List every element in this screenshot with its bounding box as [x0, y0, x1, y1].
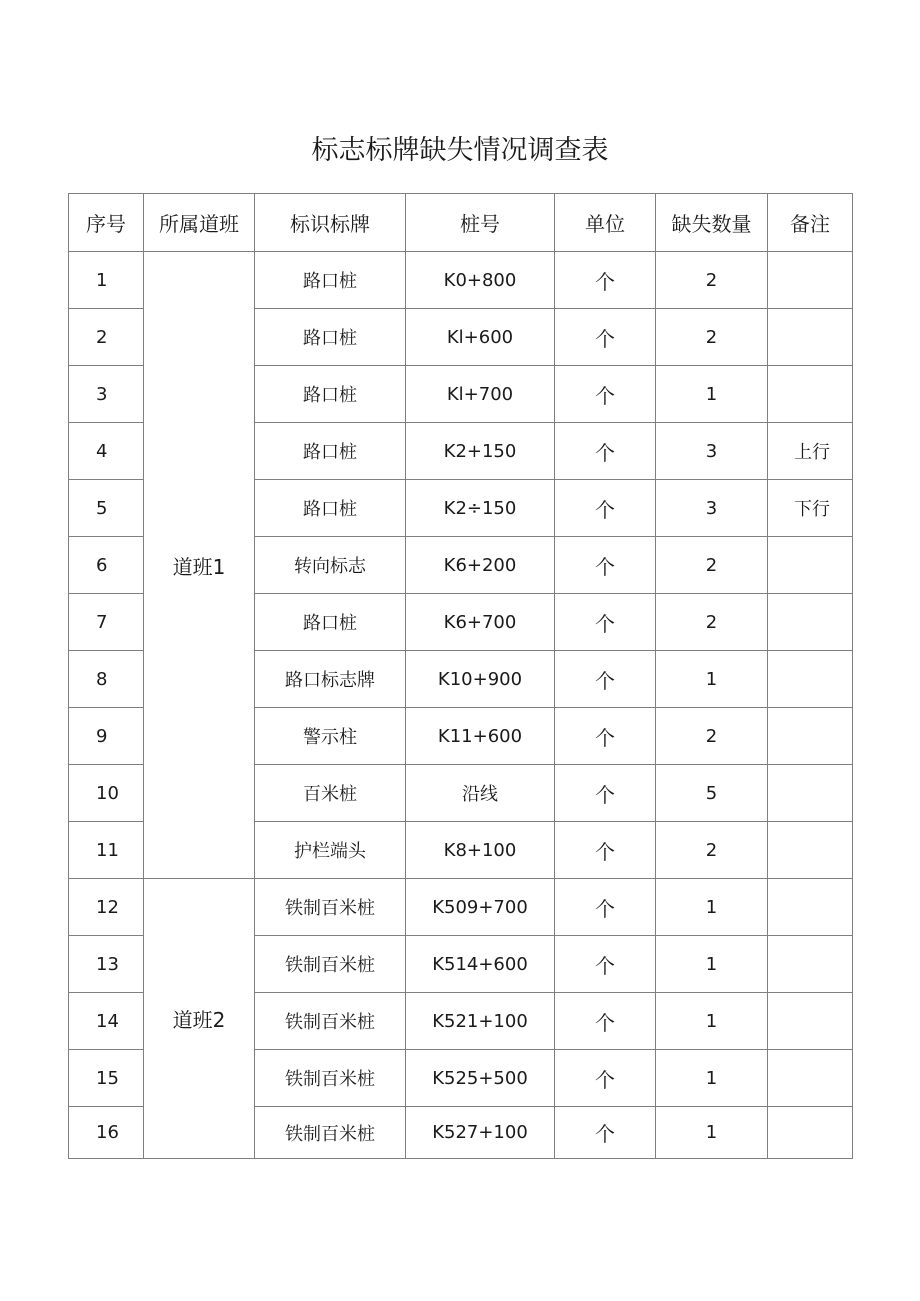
cell-sign: 路口桩: [255, 480, 406, 537]
cell-sign: 铁制百米桩: [255, 1107, 406, 1159]
cell-note: 上行: [768, 423, 853, 480]
header-team: 所属道班: [144, 194, 255, 252]
cell-stake: K525+500: [406, 1050, 555, 1107]
cell-sign: 路口桩: [255, 423, 406, 480]
cell-stake: K0+800: [406, 252, 555, 309]
cell-note: [768, 936, 853, 993]
cell-qty: 2: [656, 594, 768, 651]
cell-sign: 转向标志: [255, 537, 406, 594]
cell-note: [768, 708, 853, 765]
cell-seq: 10: [69, 765, 144, 822]
cell-unit: 个: [555, 423, 656, 480]
cell-seq: 8: [69, 651, 144, 708]
cell-note: [768, 1107, 853, 1159]
cell-unit: 个: [555, 252, 656, 309]
cell-seq: 5: [69, 480, 144, 537]
cell-unit: 个: [555, 537, 656, 594]
cell-note: 下行: [768, 480, 853, 537]
cell-seq: 11: [69, 822, 144, 879]
cell-qty: 2: [656, 822, 768, 879]
cell-qty: 1: [656, 651, 768, 708]
cell-stake: K2÷150: [406, 480, 555, 537]
cell-stake: K10+900: [406, 651, 555, 708]
cell-seq: 6: [69, 537, 144, 594]
cell-qty: 3: [656, 480, 768, 537]
cell-stake: K527+100: [406, 1107, 555, 1159]
cell-note: [768, 651, 853, 708]
cell-stake: K6+700: [406, 594, 555, 651]
cell-seq: 2: [69, 309, 144, 366]
cell-sign: 路口桩: [255, 594, 406, 651]
cell-unit: 个: [555, 822, 656, 879]
cell-sign: 路口标志牌: [255, 651, 406, 708]
cell-unit: 个: [555, 936, 656, 993]
cell-stake: K6+200: [406, 537, 555, 594]
cell-qty: 2: [656, 537, 768, 594]
cell-seq: 1: [69, 252, 144, 309]
cell-seq: 13: [69, 936, 144, 993]
table-row: [69, 252, 853, 309]
cell-qty: 2: [656, 708, 768, 765]
cell-unit: 个: [555, 879, 656, 936]
cell-stake: K509+700: [406, 879, 555, 936]
cell-qty: 1: [656, 936, 768, 993]
cell-stake: K11+600: [406, 708, 555, 765]
cell-sign: 铁制百米桩: [255, 1050, 406, 1107]
cell-seq: 12: [69, 879, 144, 936]
cell-stake: K2+150: [406, 423, 555, 480]
cell-note: [768, 537, 853, 594]
cell-stake: K521+100: [406, 993, 555, 1050]
cell-unit: 个: [555, 765, 656, 822]
cell-qty: 1: [656, 993, 768, 1050]
cell-qty: 3: [656, 423, 768, 480]
cell-sign: 警示柱: [255, 708, 406, 765]
cell-sign: 路口桩: [255, 366, 406, 423]
cell-qty: 1: [656, 1107, 768, 1159]
cell-sign: 护栏端头: [255, 822, 406, 879]
header-sign: 标识标牌: [255, 194, 406, 252]
cell-seq: 14: [69, 993, 144, 1050]
cell-seq: 9: [69, 708, 144, 765]
cell-sign: 铁制百米桩: [255, 936, 406, 993]
team-cell-2: 道班2: [144, 879, 255, 1159]
cell-stake: K514+600: [406, 936, 555, 993]
cell-note: [768, 765, 853, 822]
header-note: 备注: [768, 194, 853, 252]
cell-unit: 个: [555, 594, 656, 651]
cell-sign: 百米桩: [255, 765, 406, 822]
cell-unit: 个: [555, 708, 656, 765]
cell-stake: Kl+600: [406, 309, 555, 366]
cell-qty: 5: [656, 765, 768, 822]
cell-qty: 1: [656, 1050, 768, 1107]
cell-unit: 个: [555, 993, 656, 1050]
cell-note: [768, 594, 853, 651]
cell-note: [768, 366, 853, 423]
cell-seq: 4: [69, 423, 144, 480]
cell-unit: 个: [555, 480, 656, 537]
cell-note: [768, 1050, 853, 1107]
cell-note: [768, 993, 853, 1050]
cell-unit: 个: [555, 309, 656, 366]
team-cell-1: 道班1: [144, 252, 255, 879]
cell-sign: 铁制百米桩: [255, 993, 406, 1050]
cell-stake: Kl+700: [406, 366, 555, 423]
cell-unit: 个: [555, 1050, 656, 1107]
cell-note: [768, 252, 853, 309]
cell-note: [768, 822, 853, 879]
cell-sign: 路口桩: [255, 309, 406, 366]
cell-unit: 个: [555, 651, 656, 708]
cell-sign: 铁制百米桩: [255, 879, 406, 936]
cell-unit: 个: [555, 1107, 656, 1159]
cell-seq: 15: [69, 1050, 144, 1107]
cell-qty: 2: [656, 252, 768, 309]
cell-sign: 路口桩: [255, 252, 406, 309]
cell-seq: 3: [69, 366, 144, 423]
table-row: [69, 879, 853, 936]
header-unit: 单位: [555, 194, 656, 252]
cell-stake: 沿线: [406, 765, 555, 822]
survey-table: [68, 193, 853, 1159]
cell-stake: K8+100: [406, 822, 555, 879]
cell-qty: 1: [656, 366, 768, 423]
header-qty: 缺失数量: [656, 194, 768, 252]
cell-qty: 2: [656, 309, 768, 366]
header-seq: 序号: [69, 194, 144, 252]
header-stake: 桩号: [406, 194, 555, 252]
page-title: 标志标牌缺失情况调查表: [311, 135, 609, 166]
cell-note: [768, 879, 853, 936]
cell-seq: 7: [69, 594, 144, 651]
header-row: [69, 194, 853, 252]
cell-note: [768, 309, 853, 366]
cell-qty: 1: [656, 879, 768, 936]
cell-unit: 个: [555, 366, 656, 423]
cell-seq: 16: [69, 1107, 144, 1159]
